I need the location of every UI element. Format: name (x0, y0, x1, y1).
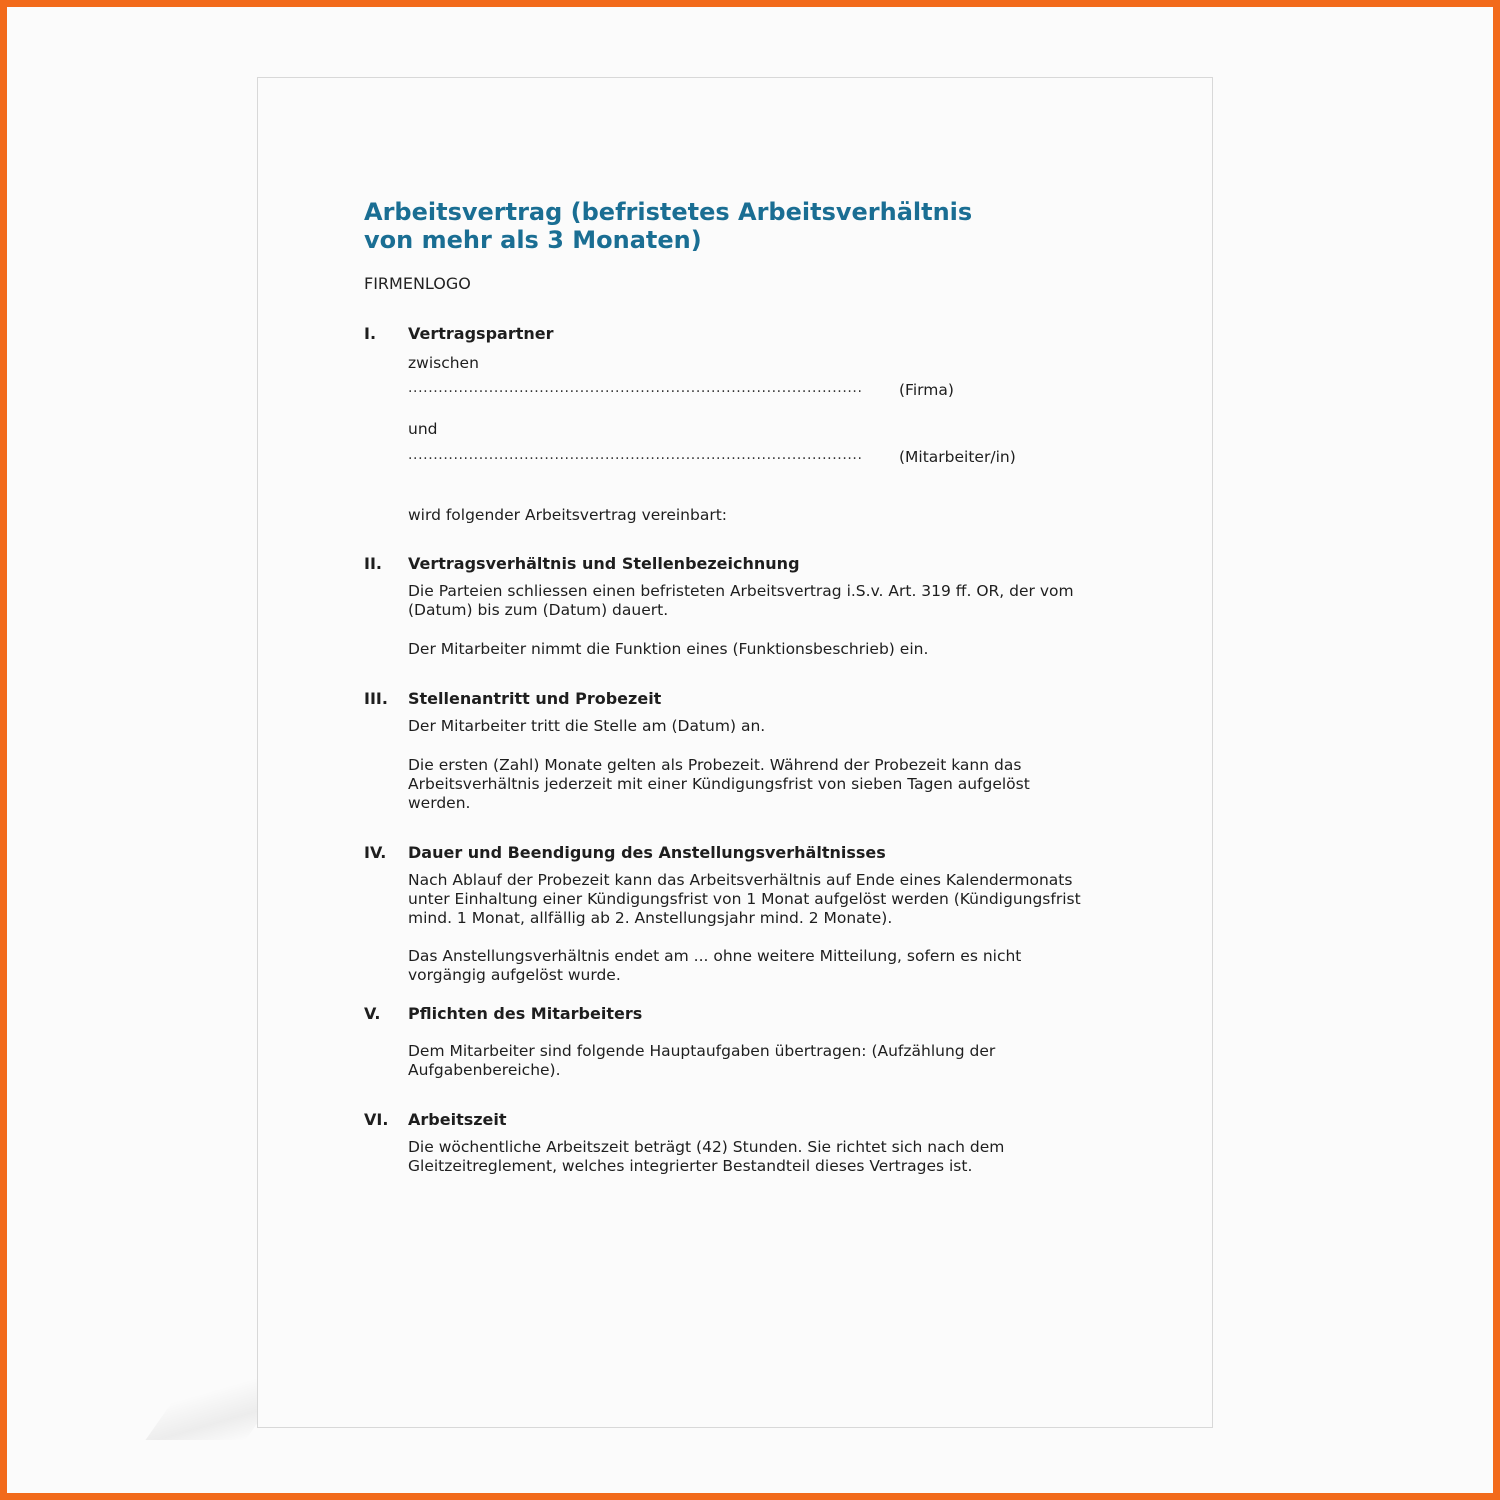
mitarbeiter-dots: .......................................................................................... (408, 447, 863, 463)
section-1-vereinbart: wird folgender Arbeitsvertrag vereinbart: (408, 506, 727, 524)
section-3-p2-line2: Arbeitsverhältnis jederzeit mit einer Kündigungsfrist von sieben Tagen aufgelöst (408, 775, 1030, 793)
section-3-p1-line1: Der Mitarbeiter tritt die Stelle am (Datum) an. (408, 717, 766, 735)
section-4-number: IV. (364, 843, 387, 862)
section-1-heading: Vertragspartner (408, 324, 554, 343)
logo-placeholder: FIRMENLOGO (364, 274, 471, 293)
mitarbeiter-dotted-line (408, 447, 863, 463)
section-4-p1-line2: unter Einhaltung einer Kündigungsfrist von 1 Monat aufgelöst werden (Kündigungsfrist (408, 890, 1081, 908)
firma-dotted-line (408, 380, 863, 396)
firma-label: (Firma) (899, 381, 954, 399)
mitarbeiter-label: (Mitarbeiter/in) (899, 448, 1016, 466)
firma-dots: .......................................................................................... (408, 380, 863, 396)
section-3-p2-line1: Die ersten (Zahl) Monate gelten als Probezeit. Während der Probezeit kann das (408, 756, 1022, 774)
section-6-heading: Arbeitszeit (408, 1110, 507, 1129)
section-4-p2-line1: Das Anstellungsverhältnis endet am ... ohne weitere Mitteilung, sofern es nicht (408, 947, 1022, 965)
section-2-number: II. (364, 554, 382, 573)
section-4-p1-line1: Nach Ablauf der Probezeit kann das Arbeitsverhältnis auf Ende eines Kalendermonats (408, 871, 1073, 889)
title-line-2: von mehr als 3 Monaten) (364, 226, 702, 254)
section-3-number: III. (364, 689, 388, 708)
section-2-p1-line1: Die Parteien schliessen einen befristeten Arbeitsvertrag i.S.v. Art. 319 ff. OR, der vom (408, 582, 1074, 600)
section-1-zwischen: zwischen (408, 354, 479, 372)
section-3-heading: Stellenantritt und Probezeit (408, 689, 662, 708)
section-3-p2-line3: werden. (408, 794, 471, 812)
section-2-heading: Vertragsverhältnis und Stellenbezeichnung (408, 554, 800, 573)
section-4-p2-line2: vorgängig aufgelöst wurde. (408, 966, 621, 984)
section-4-p1-line3: mind. 1 Monat, allfällig ab 2. Anstellungsjahr mind. 2 Monate). (408, 909, 893, 927)
section-5-p1-line1: Dem Mitarbeiter sind folgende Hauptaufgaben übertragen: (Aufzählung der (408, 1042, 996, 1060)
title-line-1: Arbeitsvertrag (befristetes Arbeitsverhältnis (364, 198, 973, 226)
section-4-heading: Dauer und Beendigung des Anstellungsverhältnisses (408, 843, 886, 862)
section-5-p1-line2: Aufgabenbereiche). (408, 1061, 561, 1079)
section-2-p1-line2: (Datum) bis zum (Datum) dauert. (408, 601, 669, 619)
section-6-p1-line2: Gleitzeitreglement, welches integrierter Bestandteil dieses Vertrages ist. (408, 1157, 973, 1175)
section-6-number: VI. (364, 1110, 389, 1129)
section-1-und: und (408, 420, 438, 438)
document-title (364, 198, 1084, 254)
section-2-p2-line1: Der Mitarbeiter nimmt die Funktion eines (Funktionsbeschrieb) ein. (408, 640, 929, 658)
section-5-number: V. (364, 1004, 381, 1023)
document-page (257, 77, 1213, 1428)
section-1-number: I. (364, 324, 377, 343)
section-5-heading: Pflichten des Mitarbeiters (408, 1004, 643, 1023)
section-6-p1-line1: Die wöchentliche Arbeitszeit beträgt (42) Stunden. Sie richtet sich nach dem (408, 1138, 1005, 1156)
